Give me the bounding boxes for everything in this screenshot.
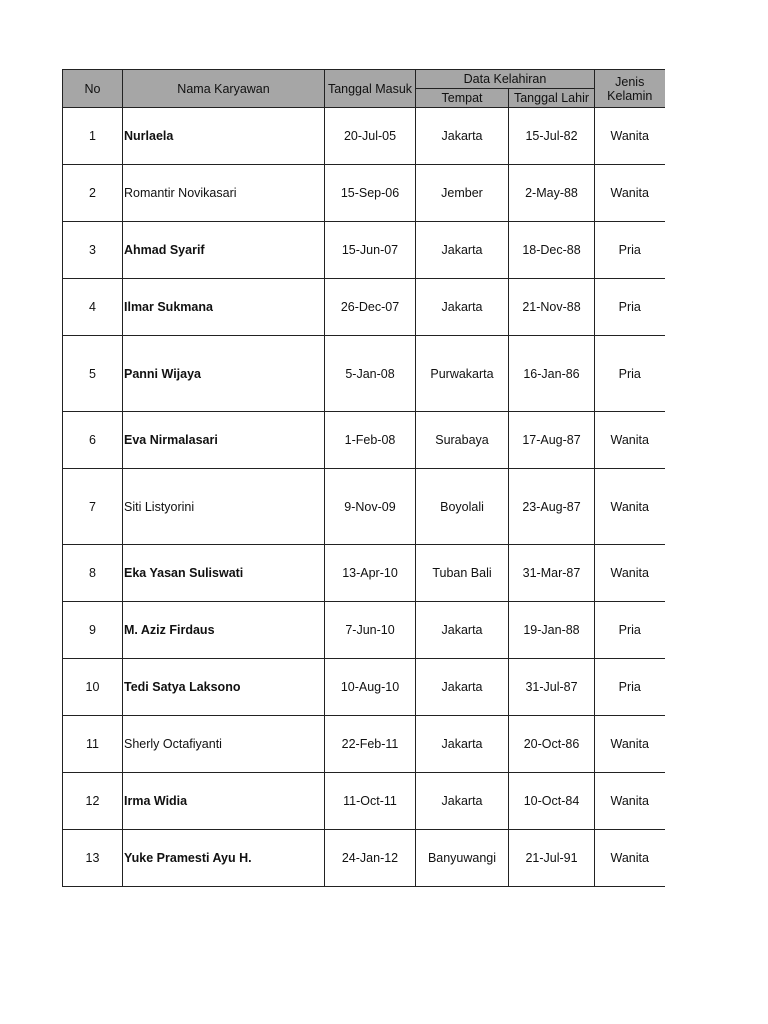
- cell-no: 12: [63, 773, 123, 830]
- table-row: [63, 469, 665, 545]
- table-row: [63, 545, 665, 602]
- cell-no: 3: [63, 222, 123, 279]
- cell-no: 1: [63, 108, 123, 165]
- cell-nama-karyawan: Eva Nirmalasari: [123, 412, 325, 469]
- header-nama-karyawan: Nama Karyawan: [123, 70, 325, 108]
- cell-nama-karyawan: Panni Wijaya: [123, 336, 325, 412]
- table-row: [63, 336, 665, 412]
- cell-tanggal-masuk: 5-Jan-08: [325, 336, 416, 412]
- cell-no: 13: [63, 830, 123, 887]
- cell-tanggal-lahir: 17-Aug-87: [509, 412, 595, 469]
- header-no: No: [63, 70, 123, 108]
- cell-no: 2: [63, 165, 123, 222]
- cell-tanggal-lahir: 31-Jul-87: [509, 659, 595, 716]
- cell-tempat-lahir: Boyolali: [416, 469, 509, 545]
- cell-nama-karyawan: Ahmad Syarif: [123, 222, 325, 279]
- cell-tanggal-masuk: 11-Oct-11: [325, 773, 416, 830]
- cell-no: 10: [63, 659, 123, 716]
- cell-no: 7: [63, 469, 123, 545]
- cell-nama-karyawan: Tedi Satya Laksono: [123, 659, 325, 716]
- table-row: [63, 279, 665, 336]
- table-header: [63, 70, 665, 108]
- cell-tanggal-masuk: 15-Jun-07: [325, 222, 416, 279]
- header-jenis-kelamin: Jenis Kelamin: [595, 70, 665, 108]
- cell-no: 11: [63, 716, 123, 773]
- cell-tanggal-masuk: 7-Jun-10: [325, 602, 416, 659]
- cell-tempat-lahir: Jakarta: [416, 659, 509, 716]
- header-data-kelahiran: Data Kelahiran: [416, 70, 595, 89]
- cell-no: 8: [63, 545, 123, 602]
- table-body: [63, 108, 665, 887]
- cell-nama-karyawan: Sherly Octafiyanti: [123, 716, 325, 773]
- cell-tanggal-lahir: 2-May-88: [509, 165, 595, 222]
- cell-nama-karyawan: Ilmar Sukmana: [123, 279, 325, 336]
- cell-tanggal-masuk: 9-Nov-09: [325, 469, 416, 545]
- cell-jenis-kelamin: Pria: [595, 279, 665, 336]
- cell-tanggal-lahir: 15-Jul-82: [509, 108, 595, 165]
- table-row: [63, 830, 665, 887]
- cell-tempat-lahir: Jakarta: [416, 773, 509, 830]
- cell-nama-karyawan: Siti Listyorini: [123, 469, 325, 545]
- cell-jenis-kelamin: Pria: [595, 336, 665, 412]
- cell-nama-karyawan: M. Aziz Firdaus: [123, 602, 325, 659]
- cell-jenis-kelamin: Pria: [595, 602, 665, 659]
- table-row: [63, 716, 665, 773]
- table-row: [63, 773, 665, 830]
- cell-tanggal-lahir: 21-Nov-88: [509, 279, 595, 336]
- cell-jenis-kelamin: Wanita: [595, 469, 665, 545]
- cell-tanggal-masuk: 1-Feb-08: [325, 412, 416, 469]
- cell-tanggal-lahir: 21-Jul-91: [509, 830, 595, 887]
- cell-jenis-kelamin: Wanita: [595, 165, 665, 222]
- cell-tempat-lahir: Jember: [416, 165, 509, 222]
- cell-tempat-lahir: Jakarta: [416, 716, 509, 773]
- header-tempat: Tempat: [416, 89, 509, 108]
- cell-tanggal-masuk: 10-Aug-10: [325, 659, 416, 716]
- cell-jenis-kelamin: Wanita: [595, 830, 665, 887]
- cell-jenis-kelamin: Wanita: [595, 773, 665, 830]
- cell-tanggal-masuk: 24-Jan-12: [325, 830, 416, 887]
- cell-tanggal-lahir: 23-Aug-87: [509, 469, 595, 545]
- cell-tanggal-lahir: 10-Oct-84: [509, 773, 595, 830]
- cell-no: 4: [63, 279, 123, 336]
- cell-nama-karyawan: Nurlaela: [123, 108, 325, 165]
- cell-jenis-kelamin: Wanita: [595, 412, 665, 469]
- cell-tanggal-lahir: 18-Dec-88: [509, 222, 595, 279]
- cell-jenis-kelamin: Pria: [595, 659, 665, 716]
- cell-tempat-lahir: Banyuwangi: [416, 830, 509, 887]
- cell-jenis-kelamin: Wanita: [595, 716, 665, 773]
- cell-tempat-lahir: Jakarta: [416, 279, 509, 336]
- cell-nama-karyawan: Irma Widia: [123, 773, 325, 830]
- table-row: [63, 165, 665, 222]
- employee-table: [62, 69, 665, 887]
- table-row: [63, 412, 665, 469]
- table-row: [63, 602, 665, 659]
- cell-tempat-lahir: Jakarta: [416, 108, 509, 165]
- cell-tanggal-masuk: 26-Dec-07: [325, 279, 416, 336]
- cell-tanggal-lahir: 19-Jan-88: [509, 602, 595, 659]
- cell-tempat-lahir: Surabaya: [416, 412, 509, 469]
- header-tanggal-lahir: Tanggal Lahir: [509, 89, 595, 108]
- cell-tanggal-masuk: 13-Apr-10: [325, 545, 416, 602]
- cell-no: 9: [63, 602, 123, 659]
- table-row: [63, 659, 665, 716]
- cell-tanggal-lahir: 31-Mar-87: [509, 545, 595, 602]
- cell-jenis-kelamin: Wanita: [595, 545, 665, 602]
- table-row: [63, 108, 665, 165]
- cell-jenis-kelamin: Wanita: [595, 108, 665, 165]
- cell-tanggal-lahir: 16-Jan-86: [509, 336, 595, 412]
- cell-tempat-lahir: Tuban Bali: [416, 545, 509, 602]
- cell-tanggal-masuk: 22-Feb-11: [325, 716, 416, 773]
- cell-tanggal-masuk: 20-Jul-05: [325, 108, 416, 165]
- cell-nama-karyawan: Yuke Pramesti Ayu H.: [123, 830, 325, 887]
- header-tanggal-masuk: Tanggal Masuk: [325, 70, 416, 108]
- cell-nama-karyawan: Romantir Novikasari: [123, 165, 325, 222]
- cell-jenis-kelamin: Pria: [595, 222, 665, 279]
- cell-tempat-lahir: Jakarta: [416, 602, 509, 659]
- cell-tanggal-lahir: 20-Oct-86: [509, 716, 595, 773]
- table-row: [63, 222, 665, 279]
- cell-tempat-lahir: Purwakarta: [416, 336, 509, 412]
- cell-no: 6: [63, 412, 123, 469]
- cell-tanggal-masuk: 15-Sep-06: [325, 165, 416, 222]
- cell-no: 5: [63, 336, 123, 412]
- cell-tempat-lahir: Jakarta: [416, 222, 509, 279]
- cell-nama-karyawan: Eka Yasan Suliswati: [123, 545, 325, 602]
